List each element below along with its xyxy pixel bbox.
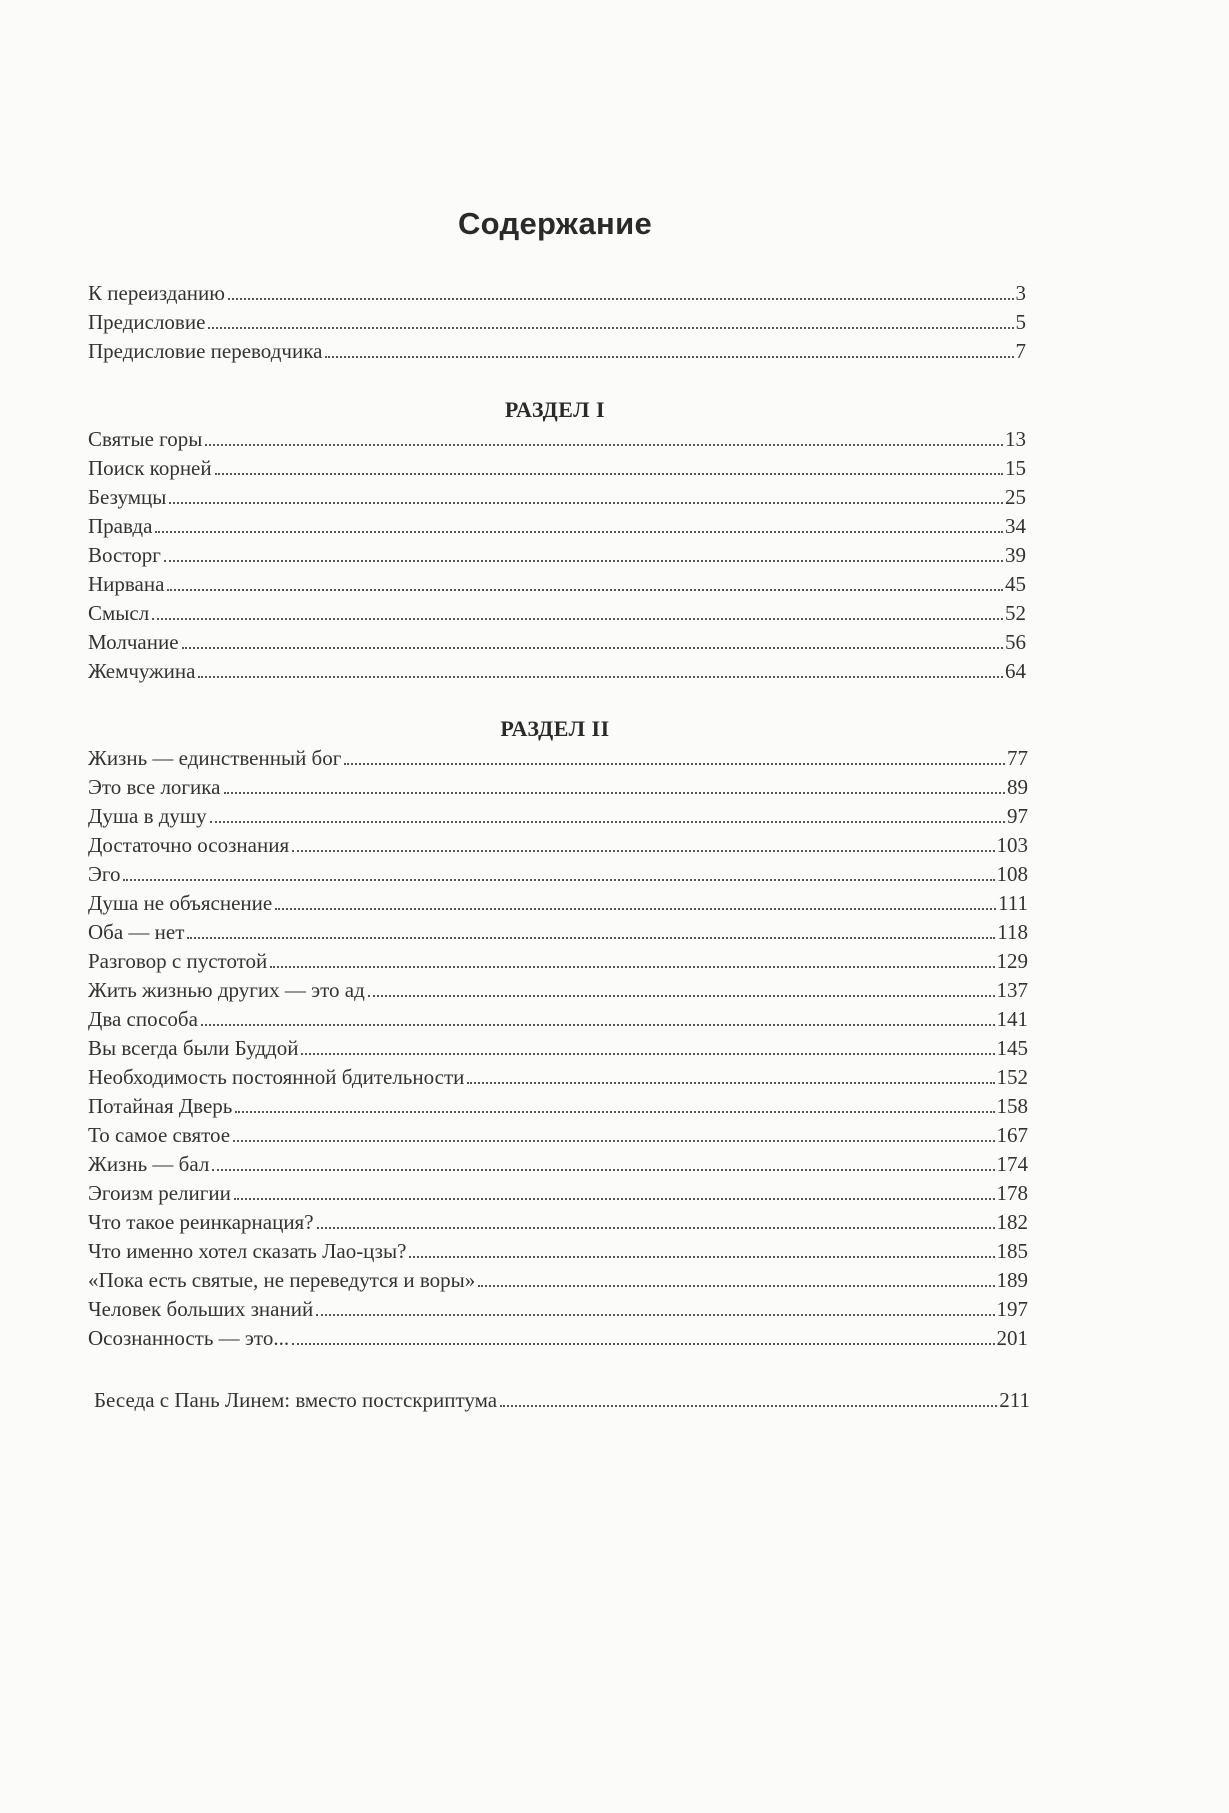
toc-entry-title: Вы всегда были Буддой — [88, 1036, 299, 1060]
toc-entry-page: 111 — [998, 891, 1028, 915]
dot-leader — [317, 1227, 995, 1229]
toc-entry-page: 77 — [1007, 746, 1028, 770]
toc-entry-title: Эгоизм религии — [88, 1181, 231, 1205]
dot-leader — [201, 1024, 995, 1026]
dot-leader — [215, 473, 1003, 475]
dot-leader — [325, 356, 1013, 358]
toc-entry-title: Беседа с Пань Линем: вместо постскриптума — [94, 1388, 498, 1412]
toc-entry-page: 45 — [1005, 572, 1026, 596]
toc-entry-page: 174 — [996, 1152, 1028, 1176]
dot-leader — [169, 502, 1003, 504]
toc-entry — [88, 308, 1026, 337]
dot-leader — [234, 1198, 995, 1200]
dot-leader — [500, 1405, 997, 1407]
toc-entry-page: 152 — [996, 1065, 1028, 1089]
toc-entry-page: 189 — [996, 1268, 1028, 1292]
toc-entry-page: 185 — [996, 1239, 1028, 1263]
toc-entry-title: Смысл — [88, 601, 150, 625]
dot-leader — [152, 618, 1003, 620]
toc-entry — [88, 1005, 1028, 1034]
toc-entry-page: 167 — [996, 1123, 1028, 1147]
toc-entry-page: 39 — [1005, 543, 1026, 567]
dot-leader — [233, 1140, 994, 1142]
dot-leader — [155, 531, 1003, 533]
page-title: Содержание — [458, 206, 652, 241]
toc-entry — [88, 1295, 1028, 1324]
toc-entry-page: 141 — [996, 1007, 1028, 1031]
toc-intro-list — [88, 279, 1026, 366]
toc-entry — [88, 570, 1026, 599]
toc-entry-title: Два способа — [88, 1007, 198, 1031]
toc-entry — [88, 1179, 1028, 1208]
toc-entry — [88, 1092, 1028, 1121]
toc-entry-title: Жить жизнью других — это ад — [88, 978, 365, 1002]
toc-entry — [88, 1324, 1028, 1353]
toc-entry — [88, 802, 1028, 831]
dot-leader — [292, 850, 994, 852]
dot-leader — [182, 647, 1003, 649]
toc-entry — [88, 947, 1028, 976]
toc-entry-page: 13 — [1005, 427, 1026, 451]
toc-entry-title: Предисловие — [88, 310, 206, 334]
toc-entry — [88, 512, 1026, 541]
toc-entry — [88, 1063, 1028, 1092]
dot-leader — [198, 676, 1003, 678]
dot-leader — [164, 560, 1003, 562]
dot-leader — [212, 1169, 994, 1171]
dot-leader — [205, 444, 1003, 446]
toc-entry-title: Восторг — [88, 543, 161, 567]
toc-entry-title: Жемчужина — [88, 659, 196, 683]
toc-entry-page: 137 — [996, 978, 1028, 1002]
toc-entry-title: Что такое реинкарнация? — [88, 1210, 314, 1234]
toc-entry — [88, 483, 1026, 512]
toc-entry — [88, 425, 1026, 454]
toc-entry — [88, 889, 1028, 918]
toc-entry-title: «Пока есть святые, не переведутся и воры» — [88, 1268, 476, 1292]
dot-leader — [275, 908, 996, 910]
dot-leader — [235, 1111, 994, 1113]
toc-entry — [88, 831, 1028, 860]
toc-section-2-list — [88, 744, 1028, 1353]
toc-entry — [88, 1121, 1028, 1150]
dot-leader — [478, 1285, 994, 1287]
toc-entry — [88, 541, 1026, 570]
dot-leader — [208, 327, 1013, 329]
toc-entry-page: 3 — [1015, 281, 1026, 305]
toc-entry-title: Жизнь — единственный бог — [88, 746, 342, 770]
toc-entry-page: 89 — [1007, 775, 1028, 799]
toc-entry-title: Безумцы — [88, 485, 167, 509]
toc-final-list — [94, 1386, 1030, 1415]
toc-entry-title: Эго — [88, 862, 121, 886]
toc-entry-title: Необходимость постоянной бдительности — [88, 1065, 465, 1089]
toc-entry-title: К переизданию — [88, 281, 225, 305]
toc-entry — [88, 454, 1026, 483]
dot-leader — [224, 792, 1006, 794]
dot-leader — [270, 966, 994, 968]
dot-leader — [167, 589, 1003, 591]
dot-leader — [409, 1256, 994, 1258]
toc-entry — [88, 1266, 1028, 1295]
dot-leader — [301, 1053, 994, 1055]
toc-entry-title: Молчание — [88, 630, 179, 654]
toc-entry-title: Что именно хотел сказать Лао-цзы? — [88, 1239, 407, 1263]
toc-entry — [88, 744, 1028, 773]
toc-entry-page: 25 — [1005, 485, 1026, 509]
toc-entry-title: Душа не объяснение — [88, 891, 273, 915]
dot-leader — [344, 763, 1005, 765]
toc-entry — [88, 1237, 1028, 1266]
toc-entry-page: 129 — [996, 949, 1028, 973]
toc-entry-page: 118 — [997, 920, 1028, 944]
toc-entry-page: 103 — [996, 833, 1028, 857]
toc-entry — [94, 1386, 1030, 1415]
dot-leader — [123, 879, 994, 881]
dot-leader — [467, 1082, 994, 1084]
toc-entry-title: Правда — [88, 514, 153, 538]
toc-entry — [88, 1150, 1028, 1179]
toc-entry-page: 5 — [1015, 310, 1026, 334]
toc-entry-page: 64 — [1005, 659, 1026, 683]
toc-entry-page: 34 — [1005, 514, 1026, 538]
toc-entry-title: Предисловие переводчика — [88, 339, 323, 363]
toc-entry-title: Нирвана — [88, 572, 165, 596]
dot-leader — [228, 298, 1014, 300]
toc-entry — [88, 860, 1028, 889]
toc-entry-page: 108 — [996, 862, 1028, 886]
toc-entry-page: 158 — [996, 1094, 1028, 1118]
toc-entry-title: То самое святое — [88, 1123, 231, 1147]
dot-leader — [187, 937, 995, 939]
toc-entry — [88, 918, 1028, 947]
toc-entry-page: 178 — [996, 1181, 1028, 1205]
toc-entry — [88, 1208, 1028, 1237]
toc-entry-title: Потайная Дверь — [88, 1094, 233, 1118]
toc-entry-title: Достаточно осознания — [88, 833, 290, 857]
section-heading: РАЗДЕЛ I — [504, 397, 606, 422]
toc-entry-title: Святые горы — [88, 427, 203, 451]
toc-entry-page: 56 — [1005, 630, 1026, 654]
toc-entry — [88, 773, 1028, 802]
dot-leader — [316, 1314, 994, 1316]
toc-entry-page: 97 — [1007, 804, 1028, 828]
toc-section-1-list — [88, 425, 1026, 686]
toc-entry-page: 15 — [1005, 456, 1026, 480]
toc-entry-page: 211 — [999, 1388, 1030, 1412]
toc-entry-page: 197 — [996, 1297, 1028, 1321]
toc-entry — [88, 628, 1026, 657]
toc-entry-page: 201 — [996, 1326, 1028, 1350]
toc-entry — [88, 1034, 1028, 1063]
toc-entry-title: Оба — нет — [88, 920, 185, 944]
toc-entry-title: Осознанность — это... — [88, 1326, 290, 1350]
section-heading: РАЗДЕЛ II — [500, 716, 610, 741]
toc-entry — [88, 599, 1026, 628]
toc-entry — [88, 337, 1026, 366]
toc-entry-title: Это все логика — [88, 775, 221, 799]
toc-entry — [88, 976, 1028, 1005]
dot-leader — [210, 821, 1005, 823]
dot-leader — [292, 1343, 994, 1345]
toc-entry-page: 7 — [1015, 339, 1026, 363]
toc-entry-title: Жизнь — бал — [88, 1152, 210, 1176]
toc-entry — [88, 657, 1026, 686]
dot-leader — [368, 995, 995, 997]
toc-entry-title: Душа в душу — [88, 804, 207, 828]
toc-entry-page: 52 — [1005, 601, 1026, 625]
toc-entry-page: 182 — [996, 1210, 1028, 1234]
toc-entry-page: 145 — [996, 1036, 1028, 1060]
toc-entry — [88, 279, 1026, 308]
toc-entry-title: Поиск корней — [88, 456, 212, 480]
toc-entry-title: Разговор с пустотой — [88, 949, 268, 973]
toc-entry-title: Человек больших знаний — [88, 1297, 314, 1321]
